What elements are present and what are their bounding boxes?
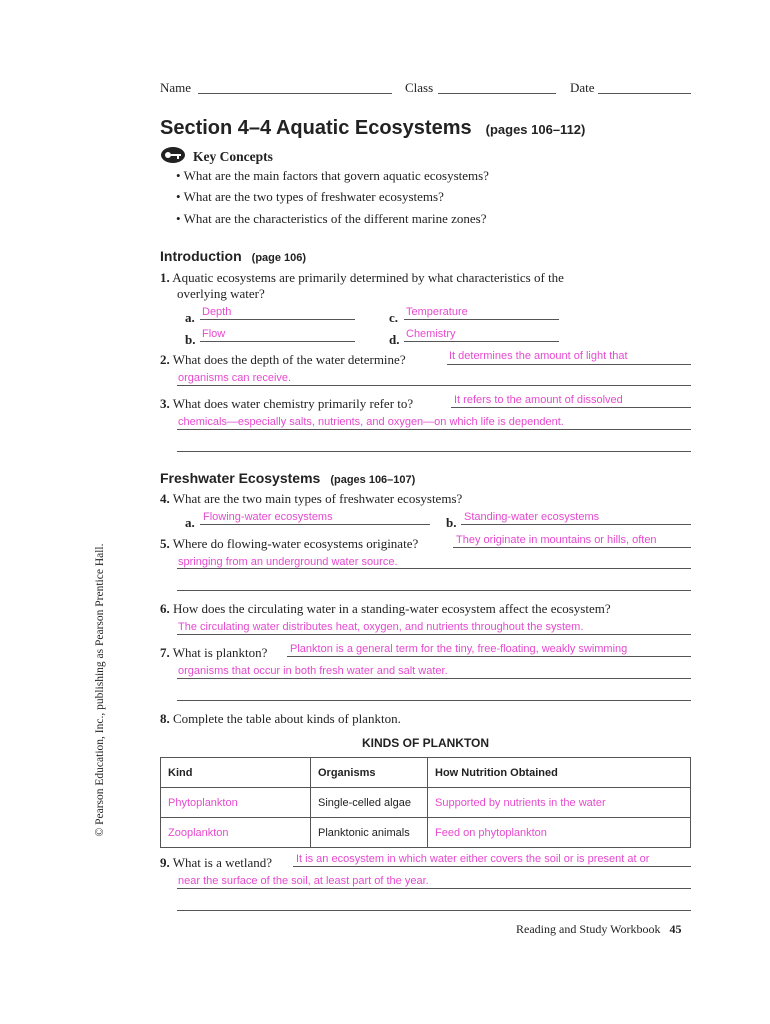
option-label-a: a.: [185, 310, 195, 325]
freshwater-heading: [160, 470, 415, 488]
option-label-a: a.: [185, 515, 195, 530]
answer-1a: Depth: [202, 306, 232, 318]
page-number: 45: [669, 922, 682, 936]
date-field[interactable]: [598, 93, 691, 94]
answer-line[interactable]: [177, 700, 691, 701]
introduction-pages: (page 106): [251, 252, 307, 264]
table-header-row: [161, 758, 691, 788]
table-cell-answer[interactable]: Zooplankton: [161, 818, 311, 848]
answer-line[interactable]: [177, 451, 691, 452]
answer-line[interactable]: [177, 590, 691, 591]
question-number: 5.: [160, 536, 170, 551]
answer-line[interactable]: [200, 319, 355, 320]
answer-line[interactable]: [453, 547, 691, 548]
answer-line[interactable]: [177, 568, 691, 569]
table-cell: Planktonic animals: [311, 818, 428, 848]
freshwater-pages: (pages 106–107): [330, 474, 416, 486]
date-label: Date: [570, 80, 595, 95]
question-text: Aquatic ecosystems are primarily determined by what characteristics of the: [172, 270, 564, 285]
answer-3-line1: It refers to the amount of dissolved: [454, 394, 623, 406]
answer-9-line2: near the surface of the soil, at least part of the year.: [178, 875, 429, 887]
question-number: 7.: [160, 645, 170, 660]
option-label-d: d.: [389, 332, 400, 347]
option-label-b: b.: [446, 515, 457, 530]
question-5: [160, 536, 418, 552]
question-8: [160, 711, 401, 727]
key-concept-item: • What are the main factors that govern aquatic ecosystems?: [176, 168, 489, 183]
key-concepts-label: Key Concepts: [193, 149, 273, 164]
answer-line[interactable]: [461, 524, 691, 525]
answer-line[interactable]: [200, 524, 430, 525]
question-6: [160, 601, 611, 617]
table-cell-answer[interactable]: Supported by nutrients in the water: [428, 788, 691, 818]
question-text: Complete the table about kinds of plankton.: [173, 711, 401, 726]
answer-6-line1: The circulating water distributes heat, oxygen, and nutrients throughout the system.: [178, 621, 584, 633]
answer-5-line2: springing from an underground water source.: [178, 556, 398, 568]
question-1-line2: overlying water?: [177, 286, 265, 301]
question-number: 4.: [160, 491, 170, 506]
table-cell: Single-celled algae: [311, 788, 428, 818]
answer-7-line1: Plankton is a general term for the tiny, free-floating, weakly swimming: [290, 643, 628, 655]
answer-4b: Standing-water ecosystems: [464, 511, 600, 523]
answer-7-line2: organisms that occur in both fresh water and salt water.: [178, 665, 448, 677]
question-number: 6.: [160, 601, 170, 616]
question-number: 3.: [160, 396, 170, 411]
answer-2-line2: organisms can receive.: [178, 372, 292, 384]
answer-line[interactable]: [177, 910, 691, 911]
answer-3-line2: chemicals—especially salts, nutrients, and oxygen—on which life is dependent.: [178, 416, 564, 428]
question-number: 2.: [160, 352, 170, 367]
question-3: [160, 396, 413, 412]
answer-1b: Flow: [202, 328, 226, 340]
question-text: What does the depth of the water determine?: [172, 352, 406, 367]
option-label-c: c.: [389, 310, 399, 325]
question-text: What are the two main types of freshwater ecosystems?: [172, 491, 463, 506]
key-concept-item: • What are the characteristics of the different marine zones?: [176, 211, 487, 226]
table-header-cell: Kind: [161, 758, 311, 788]
table-header-cell: Organisms: [311, 758, 428, 788]
option-label-b: b.: [185, 332, 196, 347]
class-label: Class: [405, 80, 434, 95]
answer-line[interactable]: [293, 866, 691, 867]
question-7: [160, 645, 267, 661]
copyright-notice: © Pearson Education, Inc., publishing as Pearson Prentice Hall.: [94, 543, 106, 837]
class-field[interactable]: [438, 93, 556, 94]
question-number: 8.: [160, 711, 170, 726]
introduction-heading-text: Introduction: [160, 248, 242, 264]
key-concept-text: What are the two types of freshwater ecosystems?: [183, 189, 444, 204]
answer-line[interactable]: [447, 364, 691, 365]
table-cell-answer[interactable]: Feed on phytoplankton: [428, 818, 691, 848]
answer-5-line1: They originate in mountains or hills, often: [456, 534, 657, 546]
freshwater-heading-text: Freshwater Ecosystems: [160, 470, 321, 486]
question-number: 9.: [160, 855, 170, 870]
footer: [516, 922, 681, 937]
answer-9-line1: It is an ecosystem in which water either covers the soil or is present at or: [296, 853, 650, 865]
workbook-name: Reading and Study Workbook: [516, 922, 661, 936]
key-icon: [160, 146, 186, 164]
answer-line[interactable]: [451, 407, 691, 408]
table-title: KINDS OF PLANKTON: [361, 736, 490, 750]
answer-line[interactable]: [200, 341, 355, 342]
plankton-table: [160, 757, 691, 848]
answer-line[interactable]: [177, 385, 691, 386]
key-concept-text: What are the characteristics of the different marine zones?: [183, 211, 487, 226]
question-text: What is plankton?: [172, 645, 268, 660]
answer-line[interactable]: [177, 634, 691, 635]
section-title: [160, 117, 585, 140]
section-title-pages: (pages 106–112): [485, 122, 586, 137]
question-text: How does the circulating water in a standing-water ecosystem affect the ecosystem?: [173, 601, 611, 616]
answer-line[interactable]: [177, 888, 691, 889]
answer-line[interactable]: [404, 341, 559, 342]
table-row: [161, 788, 691, 818]
name-label: Name: [160, 80, 192, 95]
answer-line[interactable]: [404, 319, 559, 320]
question-text: Where do flowing-water ecosystems originate?: [172, 536, 419, 551]
table-row: [161, 818, 691, 848]
question-9: [160, 855, 272, 871]
question-1: [160, 270, 564, 286]
key-concept-text: What are the main factors that govern aquatic ecosystems?: [183, 168, 489, 183]
question-number: 1.: [160, 270, 170, 285]
table-cell-answer[interactable]: Phytoplankton: [161, 788, 311, 818]
question-2: [160, 352, 406, 368]
answer-2-line1: It determines the amount of light that: [449, 350, 628, 362]
key-concept-item: • What are the two types of freshwater ecosystems?: [176, 189, 444, 204]
answer-1c: Temperature: [406, 306, 468, 318]
answer-line[interactable]: [177, 678, 691, 679]
answer-1d: Chemistry: [406, 328, 456, 340]
answer-line[interactable]: [287, 656, 691, 657]
introduction-heading: [160, 248, 306, 266]
name-field[interactable]: [198, 93, 392, 94]
section-title-text: Section 4–4 Aquatic Ecosystems: [160, 117, 472, 139]
table-header-cell: How Nutrition Obtained: [428, 758, 691, 788]
question-text: What is a wetland?: [172, 855, 273, 870]
question-4: [160, 491, 462, 507]
question-text: What does water chemistry primarily refer to?: [172, 396, 414, 411]
answer-4a: Flowing-water ecosystems: [203, 511, 333, 523]
answer-line[interactable]: [177, 429, 691, 430]
